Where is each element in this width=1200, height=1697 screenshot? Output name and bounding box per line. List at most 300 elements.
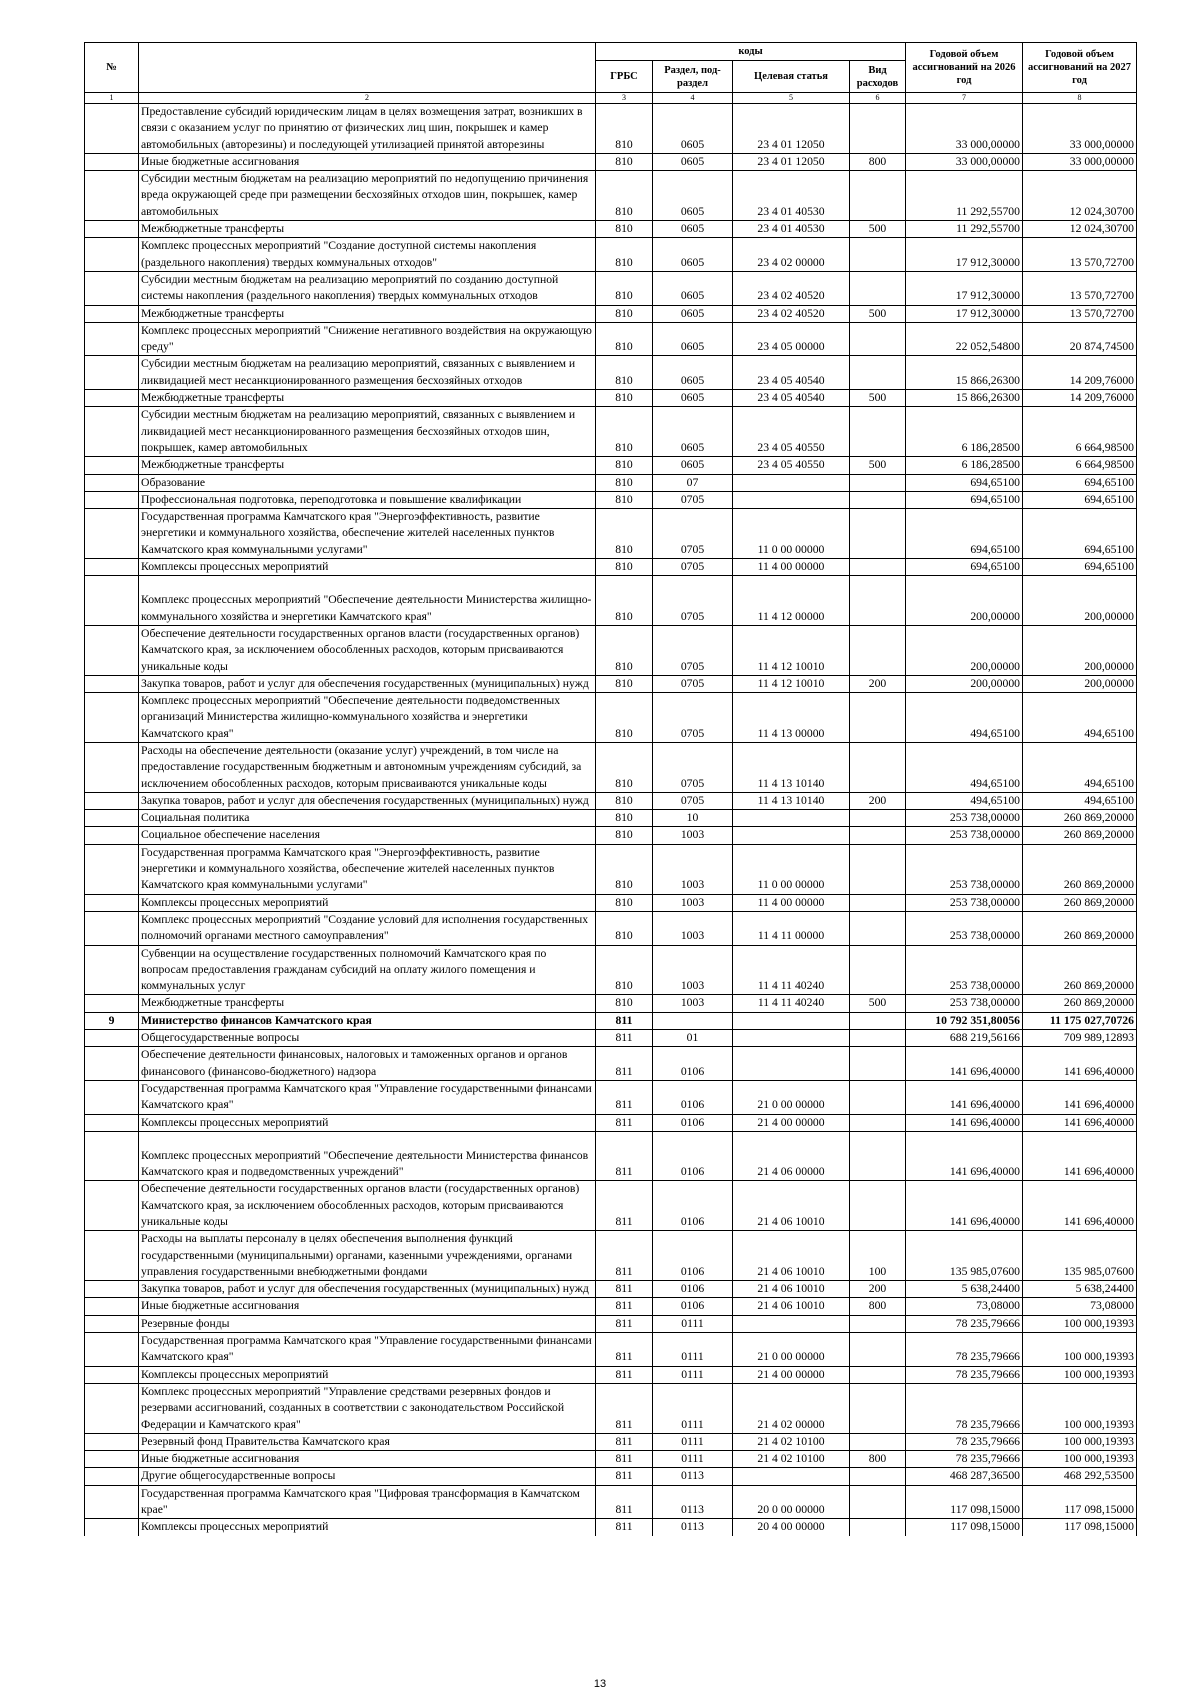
table-row [85,1383,1137,1433]
row-number-cell [85,576,139,626]
col-name-header [139,43,596,93]
row-type-cell [850,1485,906,1519]
row-number-cell [85,1231,139,1281]
row-2027-cell: 260 869,20000 [1023,945,1137,995]
row-2027-cell: 100 000,19393 [1023,1315,1137,1332]
row-number-cell [85,693,139,743]
table-row [85,844,1137,894]
row-number-cell [85,221,139,238]
row-target-cell [733,1468,850,1485]
table-row [85,559,1137,576]
row-target-cell: 23 4 05 40540 [733,356,850,390]
row-target-cell: 11 4 11 00000 [733,911,850,945]
row-2027-cell: 33 000,00000 [1023,104,1137,154]
row-name-cell: Комплексы процессных мероприятий [139,1114,596,1131]
row-number-cell [85,827,139,844]
row-grbs-cell: 810 [596,407,653,457]
column-number: 4 [653,93,733,104]
row-type-cell [850,576,906,626]
row-2026-cell: 78 235,79666 [906,1383,1023,1433]
row-2026-cell: 11 292,55700 [906,171,1023,221]
row-number-cell [85,271,139,305]
row-type-cell: 500 [850,457,906,474]
row-number-cell [85,675,139,692]
row-number-cell [85,1047,139,1081]
row-section-cell: 0106 [653,1131,733,1181]
row-2026-cell: 694,65100 [906,491,1023,508]
row-2027-cell: 141 696,40000 [1023,1181,1137,1231]
row-section-cell: 0111 [653,1451,733,1468]
row-2027-cell: 260 869,20000 [1023,810,1137,827]
row-section-cell: 0605 [653,407,733,457]
table-row [85,1030,1137,1047]
row-name-cell: Комплекс процессных мероприятий "Обеспечение деятельности подведомственных организаций Министерства жилищно-коммунального хозяйства и энергетики Камчатского края" [139,693,596,743]
column-number: 1 [85,93,139,104]
row-section-cell: 0705 [653,576,733,626]
row-2026-cell: 6 186,28500 [906,457,1023,474]
row-section-cell: 0111 [653,1333,733,1367]
column-number: 2 [139,93,596,104]
row-2026-cell: 141 696,40000 [906,1080,1023,1114]
row-target-cell: 11 4 11 40240 [733,945,850,995]
row-name-cell: Государственная программа Камчатского края "Энергоэффективность, развитие энергетики и коммунального хозяйства, обеспечение жителей населенных пунктов Камчатского края коммунальными услугами" [139,844,596,894]
row-grbs-cell: 810 [596,693,653,743]
row-section-cell: 07 [653,474,733,491]
row-name-cell: Закупка товаров, работ и услуг для обеспечения государственных (муниципальных) нужд [139,1281,596,1298]
table-row [85,995,1137,1012]
row-name-cell: Комплекс процессных мероприятий "Снижение негативного воздействия на окружающую среду" [139,322,596,356]
row-name-cell: Комплексы процессных мероприятий [139,1519,596,1536]
column-number: 6 [850,93,906,104]
row-type-cell [850,827,906,844]
row-number-cell [85,1030,139,1047]
row-section-cell: 0605 [653,153,733,170]
row-section-cell: 0111 [653,1383,733,1433]
row-name-cell: Государственная программа Камчатского края "Управление государственными финансами Камчатского края" [139,1333,596,1367]
row-type-cell [850,1333,906,1367]
row-2026-cell: 78 235,79666 [906,1433,1023,1450]
row-section-cell [653,1012,733,1029]
row-name-cell: Межбюджетные трансферты [139,995,596,1012]
row-target-cell: 21 4 06 00000 [733,1131,850,1181]
row-type-cell [850,693,906,743]
row-section-cell: 0113 [653,1485,733,1519]
row-grbs-cell: 810 [596,221,653,238]
row-type-cell [850,491,906,508]
col-target-header: Целевая статья [733,61,850,93]
row-type-cell [850,509,906,559]
row-number-cell [85,1468,139,1485]
row-number-cell [85,171,139,221]
row-section-cell: 0111 [653,1315,733,1332]
row-grbs-cell: 811 [596,1485,653,1519]
row-2027-cell: 468 292,53500 [1023,1468,1137,1485]
row-grbs-cell: 811 [596,1047,653,1081]
row-type-cell [850,474,906,491]
row-2026-cell: 17 912,30000 [906,271,1023,305]
row-target-cell [733,1012,850,1029]
table-row [85,171,1137,221]
row-target-cell: 21 4 06 10010 [733,1181,850,1231]
row-section-cell: 0605 [653,390,733,407]
row-2027-cell: 200,00000 [1023,625,1137,675]
row-target-cell: 23 4 05 40540 [733,390,850,407]
row-2026-cell: 78 235,79666 [906,1451,1023,1468]
row-type-cell [850,1433,906,1450]
row-2026-cell: 694,65100 [906,559,1023,576]
row-name-cell: Субсидии местным бюджетам на реализацию мероприятий по созданию доступной системы накопления (раздельного накопления) твердых коммунальных отходов [139,271,596,305]
row-2027-cell: 13 570,72700 [1023,271,1137,305]
table-row [85,1114,1137,1131]
row-type-cell [850,271,906,305]
row-2027-cell: 100 000,19393 [1023,1451,1137,1468]
row-2027-cell: 6 664,98500 [1023,457,1137,474]
row-number-cell: 9 [85,1012,139,1029]
row-name-cell: Субсидии местным бюджетам на реализацию мероприятий, связанных с выявлением и ликвидацией мест несанкционированного размещения бесхозяйных отходов [139,356,596,390]
row-name-cell: Комплексы процессных мероприятий [139,1366,596,1383]
row-number-cell [85,1080,139,1114]
row-name-cell: Резервный фонд Правительства Камчатского края [139,1433,596,1450]
row-grbs-cell: 810 [596,945,653,995]
table-row [85,1315,1137,1332]
row-grbs-cell: 811 [596,1315,653,1332]
row-name-cell: Комплексы процессных мероприятий [139,559,596,576]
row-number-cell [85,995,139,1012]
row-2026-cell: 33 000,00000 [906,104,1023,154]
row-name-cell: Комплекс процессных мероприятий "Обеспечение деятельности Министерства жилищно-коммунального хозяйства и энергетики Камчатского края" [139,576,596,626]
row-name-cell: Расходы на обеспечение деятельности (оказание услуг) учреждений, в том числе на предоставление государственным бюджетным и автономным учреждениям субсидий, за исключением обособленных расходов, которым присваиваются уникальные коды [139,742,596,792]
table-row [85,104,1137,154]
row-grbs-cell: 811 [596,1114,653,1131]
row-grbs-cell: 810 [596,792,653,809]
table-row [85,1433,1137,1450]
row-section-cell: 0705 [653,675,733,692]
row-name-cell: Социальное обеспечение населения [139,827,596,844]
row-2027-cell: 73,08000 [1023,1298,1137,1315]
row-grbs-cell: 810 [596,625,653,675]
row-section-cell: 0605 [653,322,733,356]
table-row [85,1333,1137,1367]
row-name-cell: Предоставление субсидий юридическим лицам в целях возмещения затрат, возникших в связи с оказанием услуг по принятию от физических лиц шин, покрышек и камер автомобильных (авторезины) и последующей утилизацией принятой авторезины [139,104,596,154]
table-row [85,457,1137,474]
row-number-cell [85,1315,139,1332]
row-type-cell: 500 [850,995,906,1012]
row-name-cell: Межбюджетные трансферты [139,305,596,322]
row-number-cell [85,153,139,170]
row-name-cell: Социальная политика [139,810,596,827]
row-name-cell: Закупка товаров, работ и услуг для обеспечения государственных (муниципальных) нужд [139,675,596,692]
row-type-cell [850,742,906,792]
row-number-cell [85,390,139,407]
row-target-cell [733,491,850,508]
row-section-cell: 0106 [653,1080,733,1114]
row-name-cell: Обеспечение деятельности финансовых, налоговых и таможенных органов и органов финансового (финансово-бюджетного) надзора [139,1047,596,1081]
row-2026-cell: 494,65100 [906,792,1023,809]
row-type-cell [850,1519,906,1536]
row-target-cell: 23 4 05 00000 [733,322,850,356]
row-grbs-cell: 811 [596,1519,653,1536]
row-target-cell: 21 4 02 10100 [733,1433,850,1450]
row-grbs-cell: 810 [596,491,653,508]
row-target-cell: 11 4 12 10010 [733,625,850,675]
row-2026-cell: 253 738,00000 [906,945,1023,995]
row-name-cell: Общегосударственные вопросы [139,1030,596,1047]
row-grbs-cell: 811 [596,1366,653,1383]
table-row [85,1468,1137,1485]
row-name-cell: Иные бюджетные ассигнования [139,153,596,170]
row-grbs-cell: 810 [596,576,653,626]
table-row [85,1181,1137,1231]
row-target-cell [733,1315,850,1332]
row-grbs-cell: 810 [596,911,653,945]
row-grbs-cell: 811 [596,1231,653,1281]
table-row [85,1281,1137,1298]
row-name-cell: Образование [139,474,596,491]
row-2027-cell: 14 209,76000 [1023,390,1137,407]
row-2026-cell: 15 866,26300 [906,390,1023,407]
row-number-cell [85,559,139,576]
row-grbs-cell: 811 [596,1433,653,1450]
row-grbs-cell: 811 [596,1298,653,1315]
table-row [85,322,1137,356]
row-type-cell: 500 [850,305,906,322]
row-type-cell: 200 [850,792,906,809]
row-section-cell: 0106 [653,1231,733,1281]
row-2027-cell: 260 869,20000 [1023,844,1137,894]
row-2026-cell: 17 912,30000 [906,238,1023,272]
row-grbs-cell: 810 [596,810,653,827]
table-row [85,742,1137,792]
row-number-cell [85,844,139,894]
row-2026-cell: 688 219,56166 [906,1030,1023,1047]
row-number-cell [85,625,139,675]
row-type-cell [850,1366,906,1383]
row-number-cell [85,742,139,792]
row-number-cell [85,1485,139,1519]
row-2026-cell: 694,65100 [906,509,1023,559]
row-2026-cell: 135 985,07600 [906,1231,1023,1281]
table-row [85,1047,1137,1081]
row-grbs-cell: 810 [596,390,653,407]
row-2027-cell: 709 989,12893 [1023,1030,1137,1047]
row-2026-cell: 78 235,79666 [906,1333,1023,1367]
row-name-cell: Иные бюджетные ассигнования [139,1451,596,1468]
row-2027-cell: 117 098,15000 [1023,1519,1137,1536]
row-grbs-cell: 811 [596,1012,653,1029]
table-row [85,1012,1137,1029]
row-target-cell [733,827,850,844]
row-2026-cell: 200,00000 [906,625,1023,675]
row-number-cell [85,1433,139,1450]
row-2027-cell: 200,00000 [1023,675,1137,692]
row-target-cell: 21 4 02 00000 [733,1383,850,1433]
row-number-cell [85,322,139,356]
row-number-cell [85,104,139,154]
row-section-cell: 0106 [653,1047,733,1081]
row-name-cell: Иные бюджетные ассигнования [139,1298,596,1315]
row-type-cell [850,104,906,154]
row-section-cell: 0605 [653,356,733,390]
col-section-header: Раздел, под-раздел [653,61,733,93]
row-section-cell: 0605 [653,238,733,272]
row-number-cell [85,1298,139,1315]
row-name-cell: Государственная программа Камчатского края "Управление государственными финансами Камчатского края" [139,1080,596,1114]
row-section-cell: 0113 [653,1468,733,1485]
row-2026-cell: 494,65100 [906,742,1023,792]
row-type-cell [850,407,906,457]
row-target-cell: 23 4 01 40530 [733,221,850,238]
row-target-cell: 23 4 02 40520 [733,305,850,322]
row-type-cell [850,1315,906,1332]
row-target-cell: 11 0 00 00000 [733,509,850,559]
row-2027-cell: 100 000,19393 [1023,1366,1137,1383]
row-section-cell: 0705 [653,792,733,809]
row-target-cell: 21 4 00 00000 [733,1114,850,1131]
row-target-cell: 11 4 12 00000 [733,576,850,626]
row-2026-cell: 468 287,36500 [906,1468,1023,1485]
row-2027-cell: 494,65100 [1023,792,1137,809]
row-2027-cell: 494,65100 [1023,742,1137,792]
row-2027-cell: 141 696,40000 [1023,1080,1137,1114]
row-2026-cell: 494,65100 [906,693,1023,743]
row-2027-cell: 13 570,72700 [1023,238,1137,272]
row-section-cell: 0605 [653,104,733,154]
row-number-cell [85,1451,139,1468]
row-grbs-cell: 811 [596,1080,653,1114]
table-row [85,792,1137,809]
row-grbs-cell: 810 [596,995,653,1012]
row-target-cell: 11 4 12 10010 [733,675,850,692]
row-grbs-cell: 810 [596,827,653,844]
row-grbs-cell: 810 [596,104,653,154]
table-row [85,509,1137,559]
row-name-cell: Государственная программа Камчатского края "Цифровая трансформация в Камчатском крае" [139,1485,596,1519]
row-name-cell: Закупка товаров, работ и услуг для обеспечения государственных (муниципальных) нужд [139,792,596,809]
row-target-cell [733,810,850,827]
row-grbs-cell: 810 [596,474,653,491]
row-grbs-cell: 811 [596,1468,653,1485]
row-section-cell: 0106 [653,1114,733,1131]
row-type-cell [850,911,906,945]
row-name-cell: Профессиональная подготовка, переподготовка и повышение квалификации [139,491,596,508]
row-target-cell: 20 4 00 00000 [733,1519,850,1536]
row-2026-cell: 141 696,40000 [906,1047,1023,1081]
col-2026-header: Годовой объем ассигнований на 2026 год [906,43,1023,93]
table-body [85,104,1137,1536]
row-2026-cell: 253 738,00000 [906,827,1023,844]
table-row [85,1519,1137,1536]
row-section-cell: 0705 [653,625,733,675]
row-2027-cell: 135 985,07600 [1023,1231,1137,1281]
row-name-cell: Межбюджетные трансферты [139,390,596,407]
row-type-cell [850,945,906,995]
row-section-cell: 1003 [653,911,733,945]
row-type-cell [850,1131,906,1181]
row-grbs-cell: 810 [596,356,653,390]
row-type-cell [850,1383,906,1433]
table-row [85,911,1137,945]
row-name-cell: Обеспечение деятельности государственных органов власти (государственных органов) Камчатского края, за исключением обособленных расходов, которым присваиваются уникальные коды [139,1181,596,1231]
table-row [85,1080,1137,1114]
row-target-cell [733,474,850,491]
row-2027-cell: 12 024,30700 [1023,171,1137,221]
row-section-cell: 0605 [653,221,733,238]
row-2027-cell: 117 098,15000 [1023,1485,1137,1519]
row-grbs-cell: 810 [596,894,653,911]
table-row [85,693,1137,743]
row-name-cell: Межбюджетные трансферты [139,221,596,238]
row-target-cell: 21 4 02 10100 [733,1451,850,1468]
row-section-cell: 1003 [653,827,733,844]
row-grbs-cell: 811 [596,1383,653,1433]
row-section-cell: 0705 [653,742,733,792]
table-row [85,827,1137,844]
row-type-cell [850,1181,906,1231]
row-2027-cell: 260 869,20000 [1023,911,1137,945]
table-row [85,271,1137,305]
row-2027-cell: 694,65100 [1023,559,1137,576]
row-number-cell [85,810,139,827]
table-row [85,1451,1137,1468]
row-target-cell: 11 4 13 10140 [733,792,850,809]
row-2026-cell: 11 292,55700 [906,221,1023,238]
col-codes-header: коды [596,43,906,61]
row-number-cell [85,894,139,911]
table-row [85,1366,1137,1383]
row-2027-cell: 33 000,00000 [1023,153,1137,170]
row-2027-cell: 5 638,24400 [1023,1281,1137,1298]
row-type-cell: 800 [850,1298,906,1315]
row-2026-cell: 253 738,00000 [906,995,1023,1012]
row-number-cell [85,945,139,995]
table-row [85,491,1137,508]
row-type-cell [850,1012,906,1029]
page-number: 13 [593,1678,607,1690]
row-type-cell: 200 [850,1281,906,1298]
row-target-cell: 21 0 00 00000 [733,1333,850,1367]
row-type-cell [850,625,906,675]
col-2027-header: Годовой объем ассигнований на 2027 год [1023,43,1137,93]
row-2027-cell: 494,65100 [1023,693,1137,743]
row-section-cell: 0705 [653,509,733,559]
row-2026-cell: 17 912,30000 [906,305,1023,322]
row-grbs-cell: 810 [596,238,653,272]
row-section-cell: 1003 [653,894,733,911]
row-section-cell: 0106 [653,1181,733,1231]
row-2026-cell: 15 866,26300 [906,356,1023,390]
table-row [85,390,1137,407]
row-2026-cell: 22 052,54800 [906,322,1023,356]
row-2027-cell: 14 209,76000 [1023,356,1137,390]
row-2027-cell: 694,65100 [1023,509,1137,559]
row-section-cell: 0111 [653,1433,733,1450]
row-grbs-cell: 811 [596,1030,653,1047]
row-name-cell: Расходы на выплаты персоналу в целях обеспечения выполнения функций государственными (муниципальными) органами, казенными учреждениями, органами управления государственными внебюджетными фондами [139,1231,596,1281]
row-target-cell: 23 4 01 12050 [733,153,850,170]
table-row [85,1485,1137,1519]
row-type-cell [850,894,906,911]
table-row [85,1131,1137,1181]
table-row [85,153,1137,170]
row-2026-cell: 141 696,40000 [906,1181,1023,1231]
row-type-cell [850,810,906,827]
row-grbs-cell: 810 [596,675,653,692]
row-grbs-cell: 810 [596,153,653,170]
row-target-cell: 20 0 00 00000 [733,1485,850,1519]
row-type-cell [850,171,906,221]
column-number: 5 [733,93,850,104]
table-row [85,625,1137,675]
